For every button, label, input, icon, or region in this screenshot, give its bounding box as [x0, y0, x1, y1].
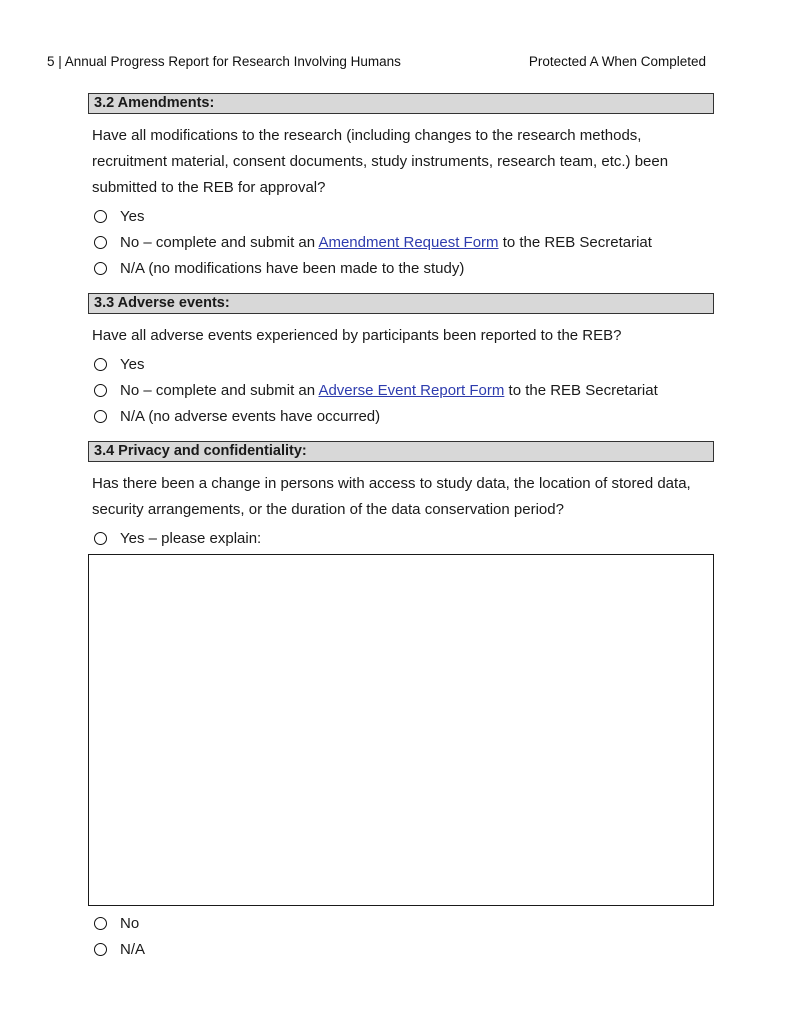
radio-option-3-2-yes[interactable] — [94, 203, 714, 229]
option-label — [120, 382, 658, 399]
section-3-3-title: 3.3 Adverse events: — [94, 295, 230, 311]
radio-option-3-4-na[interactable] — [94, 936, 714, 962]
option-label: N/A (no adverse events have occurred) — [120, 407, 381, 425]
amendment-request-form-link[interactable]: Amendment Request Form — [318, 233, 499, 251]
radio-icon[interactable] — [94, 917, 107, 930]
radio-option-3-4-yes-explain[interactable] — [94, 525, 714, 551]
section-3-3-options — [88, 351, 714, 429]
option-text-pre: No – complete and submit an — [120, 381, 319, 399]
page-header — [0, 0, 800, 69]
section-3-4-options-after — [88, 910, 714, 962]
form-content — [88, 93, 714, 962]
radio-option-3-2-na[interactable] — [94, 255, 714, 281]
option-text-post: to the REB Secretariat — [498, 233, 652, 251]
protection-notice: Protected A When Completed — [528, 54, 706, 69]
section-3-4-question: Has there been a change in persons with access to study data, the location of stored data, security arrangements, or the duration of the data conservation period? — [92, 475, 691, 518]
section-3-4-title: 3.4 Privacy and confidentiality: — [94, 443, 307, 459]
section-3-4-header — [88, 441, 714, 462]
section-3-2-title: 3.2 Amendments: — [94, 95, 215, 111]
radio-icon[interactable] — [94, 532, 107, 545]
radio-option-3-2-no[interactable] — [94, 229, 714, 255]
section-amendments — [88, 93, 714, 281]
section-privacy-confidentiality — [88, 441, 714, 962]
radio-option-3-3-no[interactable] — [94, 377, 714, 403]
section-3-2-options — [88, 203, 714, 281]
radio-option-3-3-na[interactable] — [94, 403, 714, 429]
radio-option-3-3-yes[interactable] — [94, 351, 714, 377]
page-number-and-title: 5 | Annual Progress Report for Research Involving Humans — [47, 54, 401, 69]
section-3-3-question: Have all adverse events experienced by participants been reported to the REB? — [92, 327, 622, 344]
section-3-2-question: Have all modifications to the research (including changes to the research methods, recruitment material, consent documents, study instruments, research team, etc.) been submitted to the REB for approval? — [92, 127, 669, 196]
radio-option-3-4-no[interactable] — [94, 910, 714, 936]
section-3-2-header — [88, 93, 714, 114]
option-text-post: to the REB Secretariat — [504, 381, 658, 399]
option-label: No — [120, 914, 140, 932]
explanation-textarea[interactable] — [88, 554, 714, 906]
section-3-3-header — [88, 293, 714, 314]
radio-icon[interactable] — [94, 358, 107, 371]
option-label: Yes — [120, 207, 145, 225]
option-label: Yes — [120, 355, 145, 373]
option-label — [120, 234, 652, 251]
radio-icon[interactable] — [94, 943, 107, 956]
radio-icon[interactable] — [94, 210, 107, 223]
radio-icon[interactable] — [94, 236, 107, 249]
radio-icon[interactable] — [94, 384, 107, 397]
section-adverse-events — [88, 293, 714, 429]
option-label: Yes – please explain: — [120, 529, 262, 547]
radio-icon[interactable] — [94, 262, 107, 275]
option-label: N/A — [120, 940, 146, 958]
adverse-event-report-form-link[interactable]: Adverse Event Report Form — [318, 381, 505, 399]
radio-icon[interactable] — [94, 410, 107, 423]
option-label: N/A (no modifications have been made to the study) — [120, 259, 465, 277]
option-text-pre: No – complete and submit an — [120, 233, 319, 251]
